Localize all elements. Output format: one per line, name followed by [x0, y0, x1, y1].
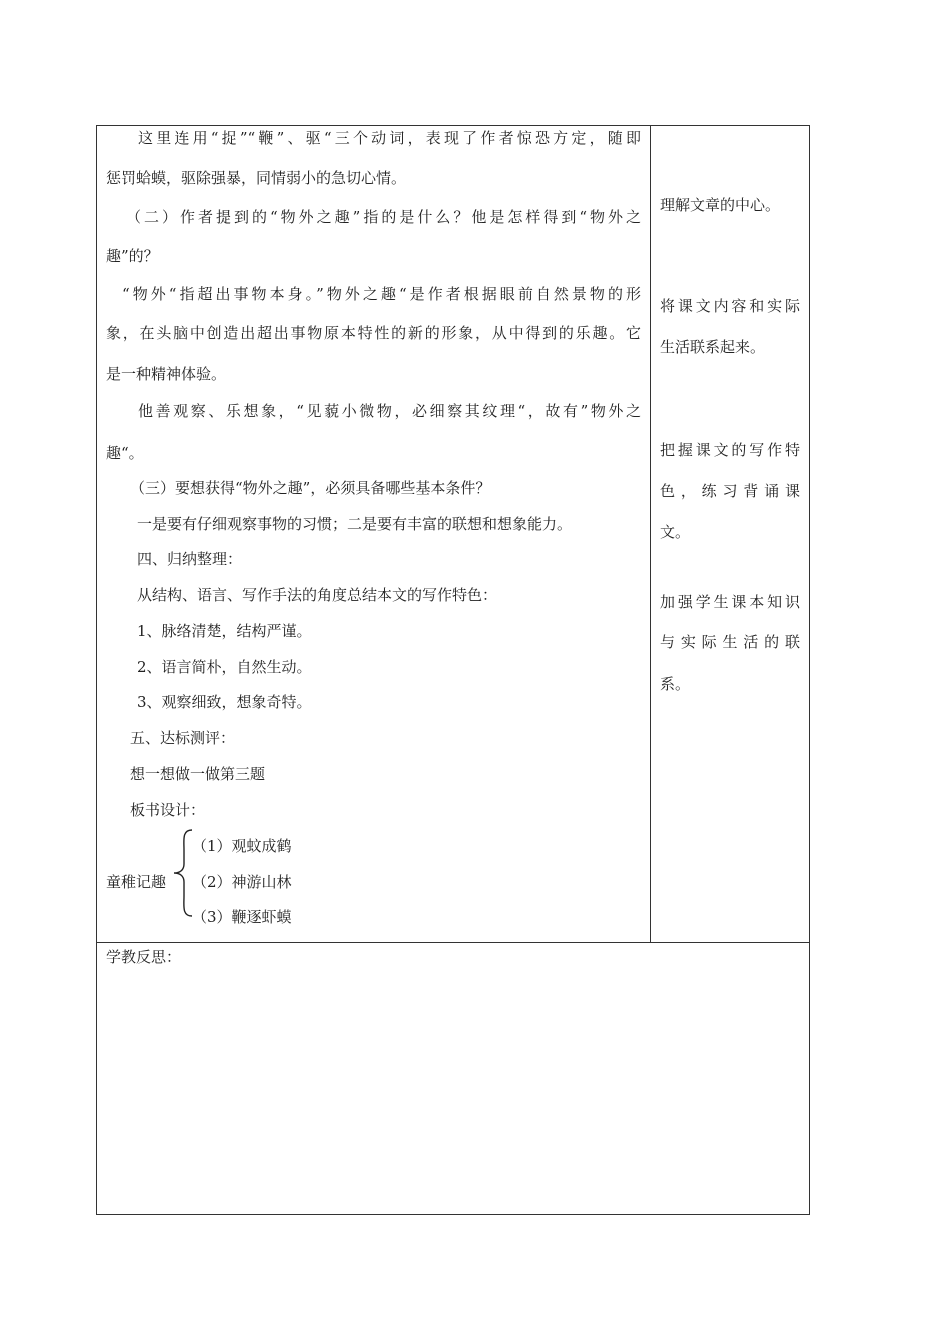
- side-note-line: 文。: [660, 523, 691, 541]
- main-line: 趣”的？: [106, 247, 159, 265]
- side-note-line: 将课文内容和实际: [660, 297, 800, 315]
- main-line: （三）要想获得“物外之趣”，必须具备哪些基本条件？: [130, 479, 491, 497]
- main-line: （二）作者提到的“物外之趣”指的是什么？他是怎样得到“物外之: [126, 208, 641, 226]
- main-line: 2、语言简朴，自然生动。: [137, 658, 312, 676]
- main-line: 他善观察、乐想象，“见藐小微物，必细察其纹理“，故有”物外之: [138, 402, 641, 420]
- main-line: 趣“。: [106, 444, 144, 462]
- main-line: 从结构、语言、写作手法的角度总结本文的写作特色：: [137, 586, 498, 604]
- main-line: “物外“指超出事物本身。”物外之趣“是作者根据眼前自然景物的形: [122, 285, 641, 303]
- side-note-line: 把握课文的写作特: [660, 441, 800, 459]
- main-line: 四、归纳整理：: [137, 550, 243, 568]
- main-line: 想一想做一做第三题: [130, 765, 266, 783]
- main-line: 板书设计：: [130, 801, 206, 819]
- main-line: 3、观察细致，想象奇特。: [137, 693, 312, 711]
- side-note-line: 系。: [660, 675, 691, 693]
- side-note-line: 理解文章的中心。: [660, 196, 781, 214]
- side-note-line: 与实际生活的联: [660, 633, 800, 651]
- main-line: 五、达标测评：: [130, 729, 236, 747]
- main-line: 1、脉络清楚，结构严谨。: [137, 622, 312, 640]
- reflection-label: 学教反思：: [106, 948, 182, 966]
- board-item: （3）鞭逐虾蟆: [192, 908, 292, 926]
- main-line: 惩罚蛤蟆，驱除强暴，同情弱小的急切心情。: [106, 169, 407, 187]
- side-note-line: 色，练习背诵课: [660, 482, 800, 500]
- main-line: 一是要有仔细观察事物的习惯；二是要有丰富的联想和想象能力。: [137, 515, 573, 533]
- side-note-line: 加强学生课本知识: [660, 593, 800, 611]
- main-line: 这里连用“捉”“鞭”、驱“三个动词，表现了作者惊恐方定，随即: [138, 129, 641, 147]
- board-title: 童稚记趣: [106, 873, 167, 891]
- board-item: （1）观蚊成鹤: [192, 837, 292, 855]
- main-line: 是一种精神体验。: [106, 365, 227, 383]
- column-divider: [650, 125, 651, 943]
- side-note-line: 生活联系起来。: [660, 338, 766, 356]
- main-line: 象，在头脑中创造出超出事物原本特性的新的形象，从中得到的乐趣。它: [106, 324, 641, 342]
- row-divider: [96, 942, 810, 943]
- board-item: （2）神游山林: [192, 873, 292, 891]
- curly-brace-icon: [172, 828, 194, 918]
